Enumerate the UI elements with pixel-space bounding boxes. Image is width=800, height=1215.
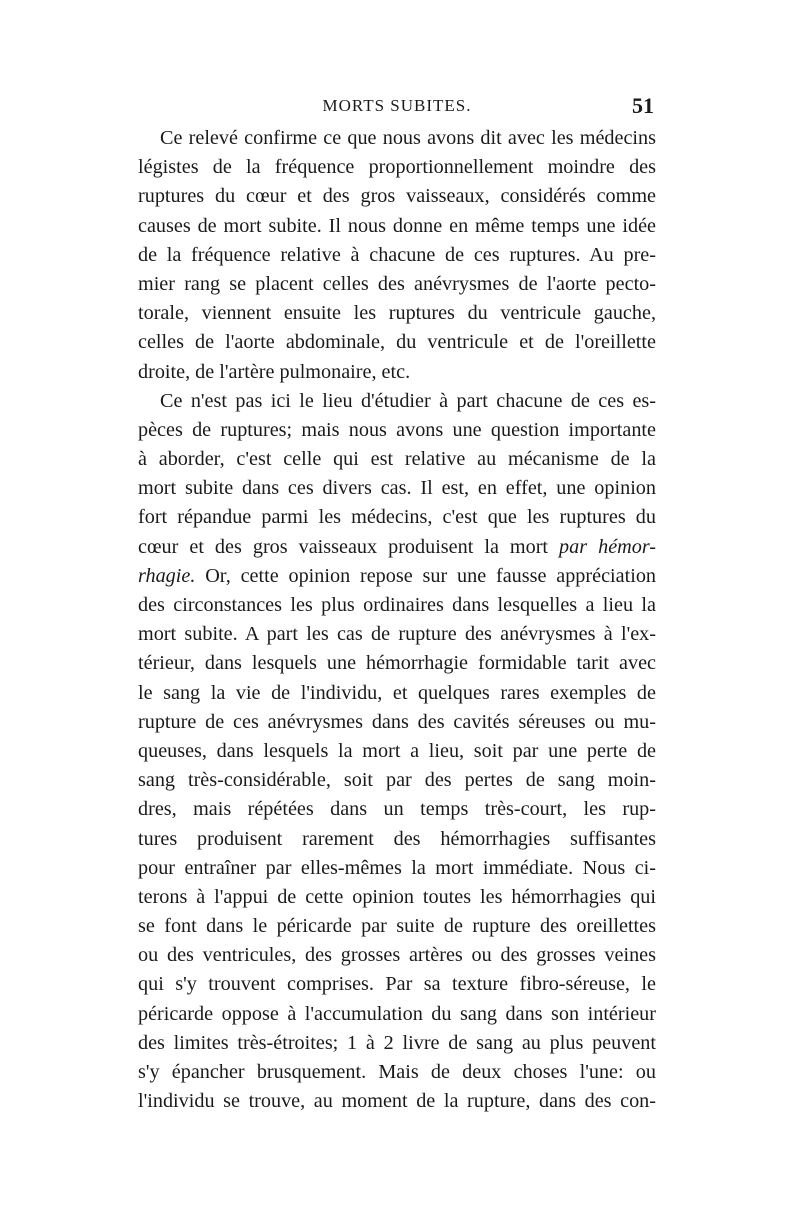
italic-text: rhagie. [138,564,196,587]
text-line: pèces de ruptures; mais nous avons une question importante [138,418,656,441]
text-line: droite, de l'artère pulmonaire, etc. [138,360,411,383]
text-line: dres, mais répétées dans un temps très-court, les rup- [138,798,656,821]
text-line: mier rang se placent celles des anévrysmes de l'aorte pecto- [138,272,656,295]
running-head [138,94,656,120]
running-title: MORTS SUBITES. [322,96,472,115]
text-segment: cœur et des gros vaisseaux produisent la mort [138,535,549,558]
text-line: légistes de la fréquence proportionnellement moindre des [138,156,656,179]
text-line: tures produisent rarement des hémorrhagies suffisantes [138,827,656,850]
text-line: fort répandue parmi les médecins, c'est que les ruptures du [138,506,656,529]
text-line: térieur, dans lesquels une hémorrhagie formidable tarit avec [138,652,656,675]
text-line: rupture de ces anévrysmes dans des cavités séreuses ou mu- [138,710,656,733]
text-line: mort subite dans ces divers cas. Il est, en effet, une opinion [138,477,656,500]
text-segment: Or, cette opinion repose sur une fausse appréciation [205,564,656,587]
text-line: Ce n'est pas ici le lieu d'étudier à part chacune de ces es- [160,389,656,412]
text-line: l'individu se trouve, au moment de la rupture, dans des con- [138,1090,656,1113]
text-line: péricarde oppose à l'accumulation du sang dans son intérieur [138,1002,656,1025]
text-line: à aborder, c'est celle qui est relative au mécanisme de la [138,448,656,471]
text-line: qui s'y trouvent comprises. Par sa texture fibro-séreuse, le [138,973,656,996]
text-line: ruptures du cœur et des gros vaisseaux, considérés comme [138,185,656,208]
text-line: le sang la vie de l'individu, et quelques rares exemples de [138,681,656,704]
page-number: 51 [632,93,654,118]
text-line [138,562,656,591]
text-line: s'y épancher brusquement. Mais de deux choses l'une: ou [138,1061,656,1083]
text-line: terons à l'appui de cette opinion toutes les hémorrhagies qui [138,885,656,908]
text-line: queuses, dans lesquels la mort a lieu, soit par une perte de [138,739,656,762]
text-line: causes de mort subite. Il nous donne en même temps une idée [138,214,656,237]
text-line: pour entraîner par elles-mêmes la mort immédiate. Nous ci- [138,856,656,879]
text-line: mort subite. A part les cas de rupture des anévrysmes à l'ex- [138,623,656,646]
text-line: celles de l'aorte abdominale, du ventricule et de l'oreillette [138,331,656,354]
text-line [138,533,656,562]
text-line: torale, viennent ensuite les ruptures du ventricule gauche, [138,302,656,325]
text-line: sang très-considérable, soit par des pertes de sang moin- [138,769,656,792]
body-text [138,124,656,1116]
text-line: de la fréquence relative à chacune de ces ruptures. Au pre- [138,243,656,266]
text-line: se font dans le péricarde par suite de rupture des oreillettes [138,915,656,938]
text-line: Ce relevé confirme ce que nous avons dit avec les médecins [160,127,656,149]
text-line: des limites très-étroites; 1 à 2 livre de sang au plus peuvent [138,1031,656,1054]
text-line: ou des ventricules, des grosses artères ou des grosses veines [138,944,656,967]
text-line: des circonstances les plus ordinaires dans lesquelles a lieu la [138,594,656,616]
italic-text: par hémor- [559,535,656,558]
